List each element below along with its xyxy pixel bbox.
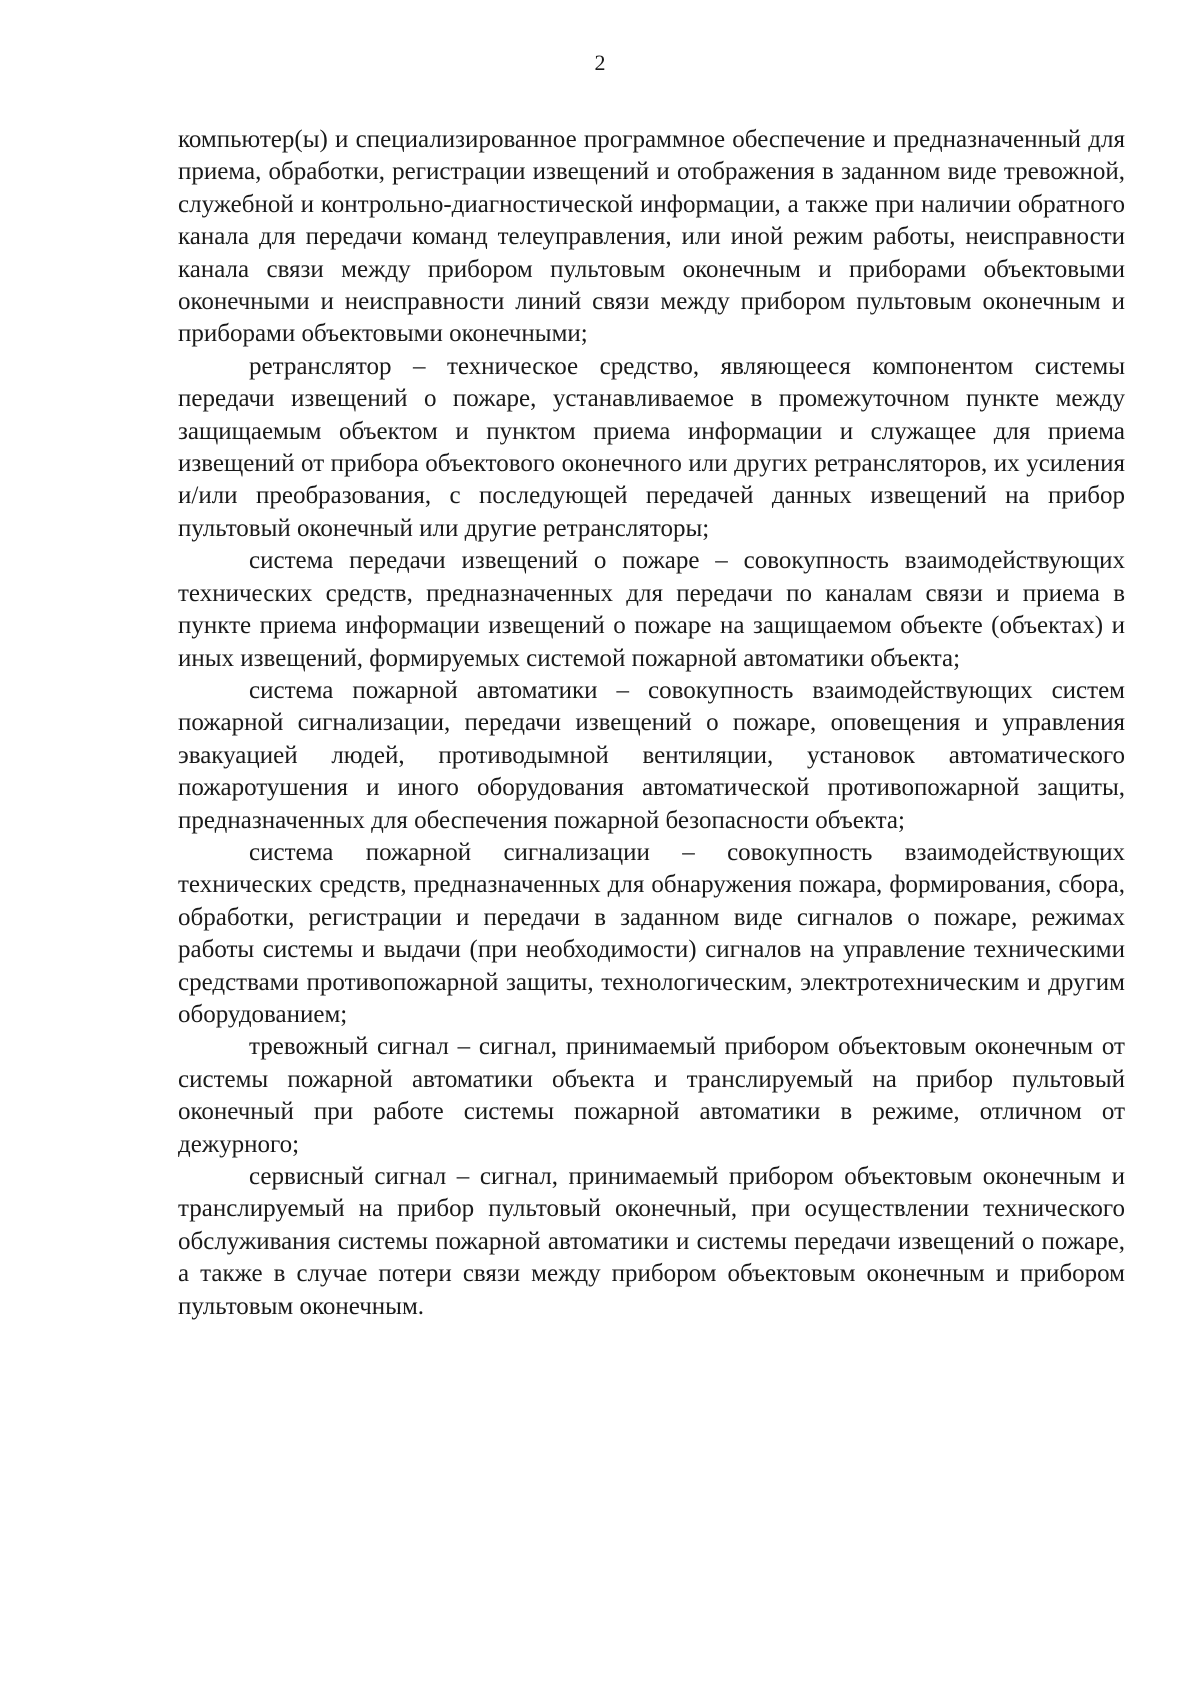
- document-body: [178, 124, 1125, 1323]
- definition-sistema-peredachi-izveshcheniy: система передачи извещений о пожаре – совокупность взаимодействующих технических средств, предназначенных для передачи по каналам связи и приема в пункте приема информации извещений о пожаре на защищаемом объекте (объектах) и иных извещений, формируемых системой пожарной автоматики объекта;: [178, 547, 1125, 672]
- definition-retranslyator: ретранслятор – техническое средство, являющееся компонентом системы передачи извещений о пожаре, устанавливаемое в промежуточном пункте между защищаемым объектом и пунктом приема информации и служащее для приема извещений от прибора объектового оконечного или других ретрансляторов, их усиления и/или преобразования, с последующей передачей данных извещений на прибор пультовый оконечный или другие ретрансляторы;: [178, 352, 1125, 542]
- definition-sistema-pozharnoy-avtomatiki: система пожарной автоматики – совокупность взаимодействующих систем пожарной сигнализации, передачи извещений о пожаре, оповещения и управления эвакуацией людей, противодымной вентиляции, установок автоматического пожаротушения и иного оборудования автоматической противопожарной защиты, предназначенных для обеспечения пожарной безопасности объекта;: [178, 676, 1125, 834]
- definition-trevozhnyy-signal: тревожный сигнал – сигнал, принимаемый прибором объектовым оконечным от системы пожарной автоматики объекта и транслируемый на прибор пультовый оконечный при работе системы пожарной автоматики в режиме, отличном от дежурного;: [178, 1033, 1125, 1158]
- definition-servisnyy-signal: сервисный сигнал – сигнал, принимаемый прибором объектовым оконечным и транслируемый на прибор пультовый оконечный, при осуществлении технического обслуживания системы пожарной автоматики и системы передачи извещений о пожаре, а также в случае потери связи между прибором объектовым оконечным и прибором пультовым оконечным.: [178, 1163, 1125, 1320]
- definition-sistema-pozharnoy-signalizatsii: система пожарной сигнализации – совокупность взаимодействующих технических средств, предназначенных для обнаружения пожара, формирования, сбора, обработки, регистрации и передачи в заданном виде сигналов о пожаре, режимах работы системы и выдачи (при необходимости) сигналов на управление техническими средствами противопожарной защиты, технологическим, электротехническим и другим оборудованием;: [178, 838, 1125, 1028]
- page-number: 2: [594, 50, 606, 75]
- paragraph-continuation: компьютер(ы) и специализированное программное обеспечение и предназначенный для приема, обработки, регистрации извещений и отображения в заданном виде тревожной, служебной и контрольно-диагностической информации, а также при наличии обратного канала для передачи команд телеуправления, или иной режим работы, неисправности канала связи между прибором пультовым оконечным и приборами объектовыми оконечными и неисправности линий связи между прибором пультовым оконечным и приборами объектовыми оконечными;: [178, 126, 1125, 348]
